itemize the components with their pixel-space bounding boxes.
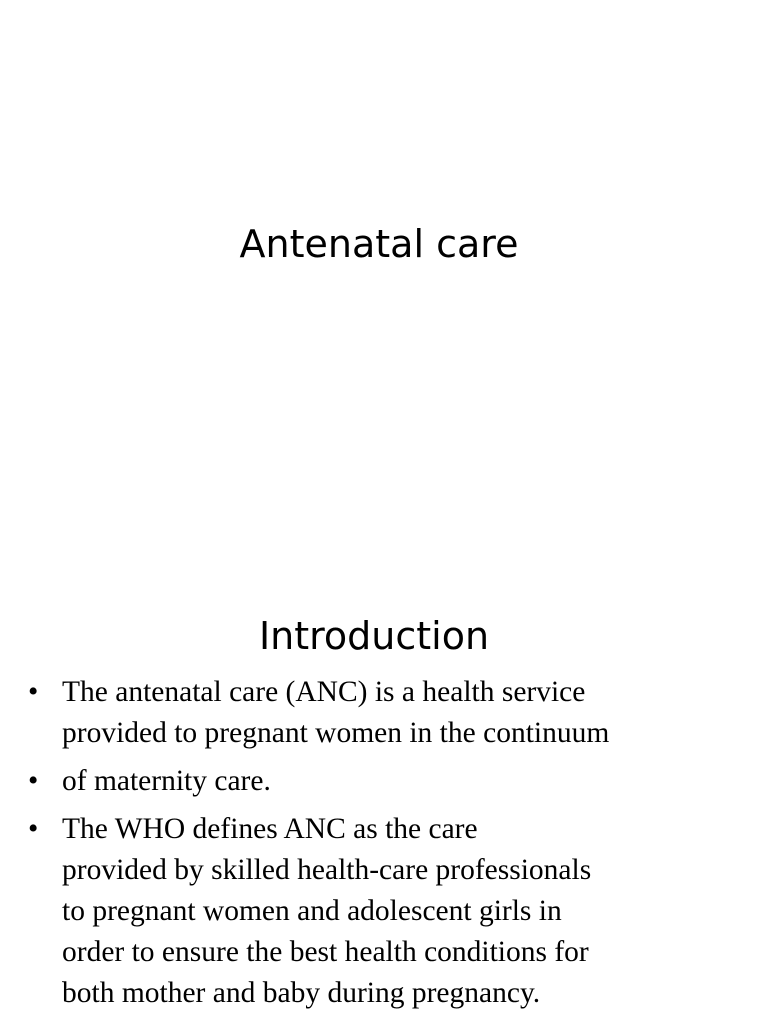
bullet-list: [28, 672, 728, 1021]
bullet-text-line: of maternity care.: [62, 765, 271, 797]
bullet-text-line: The antenatal care (ANC) is a health service: [62, 676, 586, 708]
bullet-text-line: The WHO defines ANC as the care: [62, 813, 478, 845]
bullet-item: [28, 672, 728, 754]
bullet-text-line: order to ensure the best health conditions for: [62, 936, 589, 968]
bullet-text-line: provided by skilled health-care professionals: [62, 854, 592, 886]
bullet-item: [28, 761, 728, 802]
bullet-icon: •: [28, 765, 39, 797]
slide-title: Antenatal care: [239, 222, 519, 266]
bullet-icon: •: [28, 813, 39, 845]
bullet-icon: •: [28, 676, 39, 708]
section-heading: Introduction: [258, 614, 490, 658]
bullet-text-line: both mother and baby during pregnancy.: [62, 977, 541, 1009]
bullet-item: [28, 809, 728, 1014]
bullet-text-line: provided to pregnant women in the continuum: [62, 717, 610, 749]
bullet-text-line: to pregnant women and adolescent girls in: [62, 895, 562, 927]
